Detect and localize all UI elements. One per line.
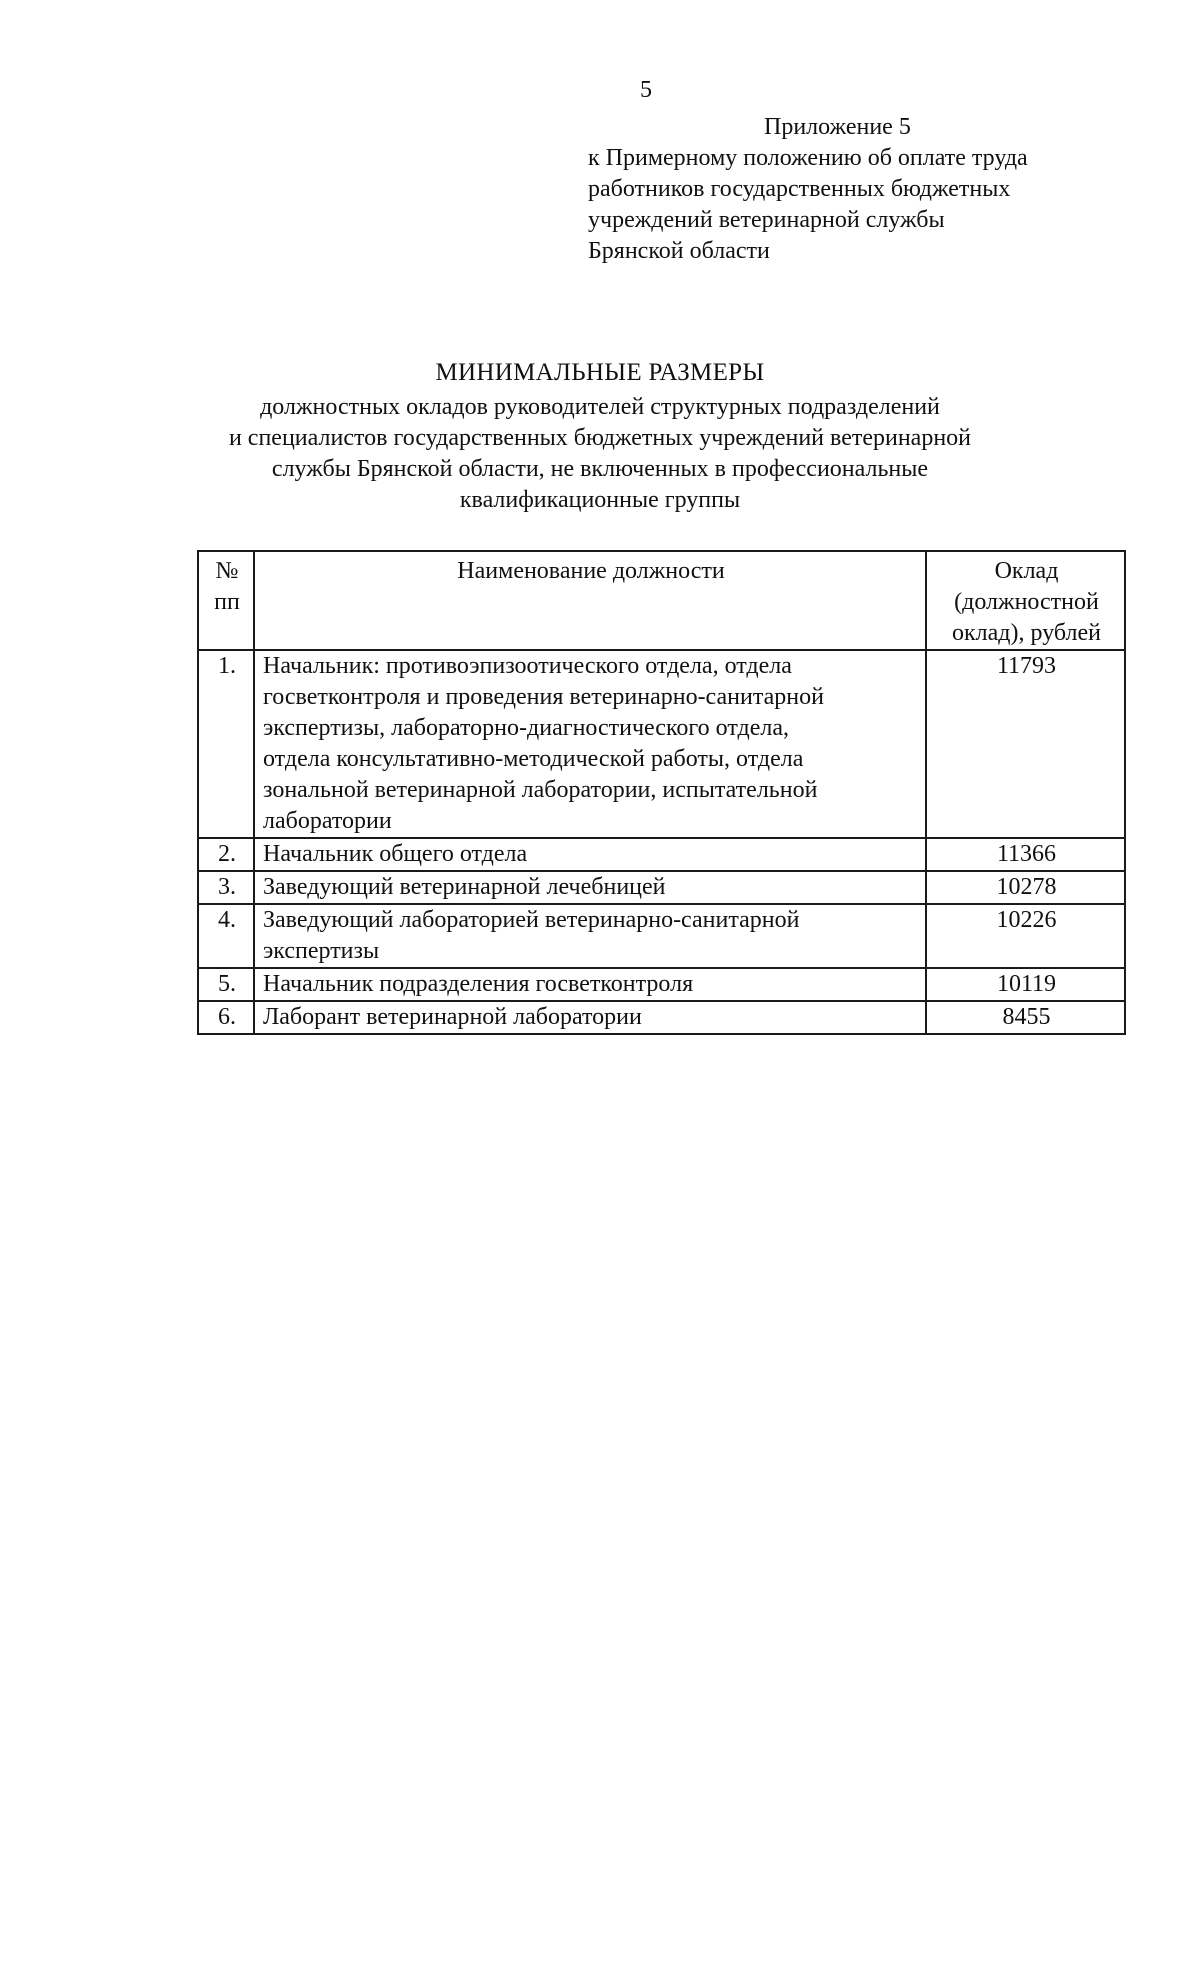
subtitle-line: должностных окладов руководителей структурных подразделений bbox=[260, 394, 940, 420]
appendix-title: Приложение 5 bbox=[764, 114, 911, 140]
header-number-line: пп bbox=[214, 589, 240, 615]
header-salary bbox=[926, 551, 1125, 650]
row-salary: 10119 bbox=[926, 968, 1125, 1001]
position-name-line: Начальник подразделения госветконтроля bbox=[263, 971, 694, 997]
row-number: 2. bbox=[198, 838, 254, 871]
appendix-line: работников государственных бюджетных bbox=[588, 176, 1011, 202]
appendix-line: учреждений ветеринарной службы bbox=[588, 207, 945, 233]
appendix-line: Брянской области bbox=[588, 238, 770, 264]
table-row bbox=[198, 650, 1125, 838]
position-name-line: лаборатории bbox=[263, 808, 392, 834]
position-name-line: Заведующий лабораторией ветеринарно-санитарной bbox=[263, 907, 800, 933]
row-number: 5. bbox=[198, 968, 254, 1001]
row-number: 3. bbox=[198, 871, 254, 904]
table-row bbox=[198, 871, 1125, 904]
table-header-row bbox=[198, 551, 1125, 650]
row-salary: 11793 bbox=[926, 650, 1125, 838]
document-title: МИНИМАЛЬНЫЕ РАЗМЕРЫ bbox=[435, 359, 765, 386]
row-number: 1. bbox=[198, 650, 254, 838]
table-row bbox=[198, 904, 1125, 968]
row-position-name bbox=[254, 871, 926, 904]
row-position-name bbox=[254, 838, 926, 871]
salary-table bbox=[197, 550, 1126, 1035]
subtitle-line: квалификационные группы bbox=[459, 487, 741, 513]
position-name-line: Начальник общего отдела bbox=[263, 841, 528, 867]
row-position-name bbox=[254, 1001, 926, 1034]
table-row bbox=[198, 838, 1125, 871]
row-number: 4. bbox=[198, 904, 254, 968]
position-name-line: госветконтроля и проведения ветеринарно-санитарной bbox=[263, 684, 824, 710]
row-position-name bbox=[254, 968, 926, 1001]
row-number: 6. bbox=[198, 1001, 254, 1034]
subtitle-line: службы Брянской области, не включенных в профессиональные bbox=[271, 456, 929, 482]
header-number bbox=[198, 551, 254, 650]
subtitle-line: и специалистов государственных бюджетных учреждений ветеринарной bbox=[228, 425, 972, 451]
row-salary: 8455 bbox=[926, 1001, 1125, 1034]
row-position-name bbox=[254, 904, 926, 968]
position-name-line: отдела консультативно-методической работы, отдела bbox=[263, 746, 804, 772]
appendix-line: к Примерному положению об оплате труда bbox=[588, 145, 1028, 171]
header-number-line: № bbox=[215, 558, 239, 584]
row-salary: 11366 bbox=[926, 838, 1125, 871]
position-name-line: Лаборант ветеринарной лаборатории bbox=[263, 1004, 642, 1030]
position-name-line: зональной ветеринарной лаборатории, испытательной bbox=[263, 777, 818, 803]
document-subtitle bbox=[120, 392, 1080, 516]
header-position-name-text: Наименование должности bbox=[457, 558, 725, 584]
row-position-name bbox=[254, 650, 926, 838]
header-salary-line: (должностной bbox=[954, 589, 1099, 615]
row-salary: 10278 bbox=[926, 871, 1125, 904]
position-name-line: Начальник: противоэпизоотического отдела, отдела bbox=[263, 653, 792, 679]
row-salary: 10226 bbox=[926, 904, 1125, 968]
appendix-block bbox=[588, 112, 1148, 267]
position-name-line: экспертизы, лабораторно-диагностического отдела, bbox=[263, 715, 789, 741]
page-number: 5 bbox=[640, 77, 652, 103]
header-position-name bbox=[254, 551, 926, 650]
header-salary-line: оклад), рублей bbox=[952, 620, 1101, 646]
position-name-line: Заведующий ветеринарной лечебницей bbox=[263, 874, 666, 900]
table-row bbox=[198, 968, 1125, 1001]
position-name-line: экспертизы bbox=[263, 938, 380, 964]
header-salary-line: Оклад bbox=[994, 558, 1059, 584]
table-row bbox=[198, 1001, 1125, 1034]
